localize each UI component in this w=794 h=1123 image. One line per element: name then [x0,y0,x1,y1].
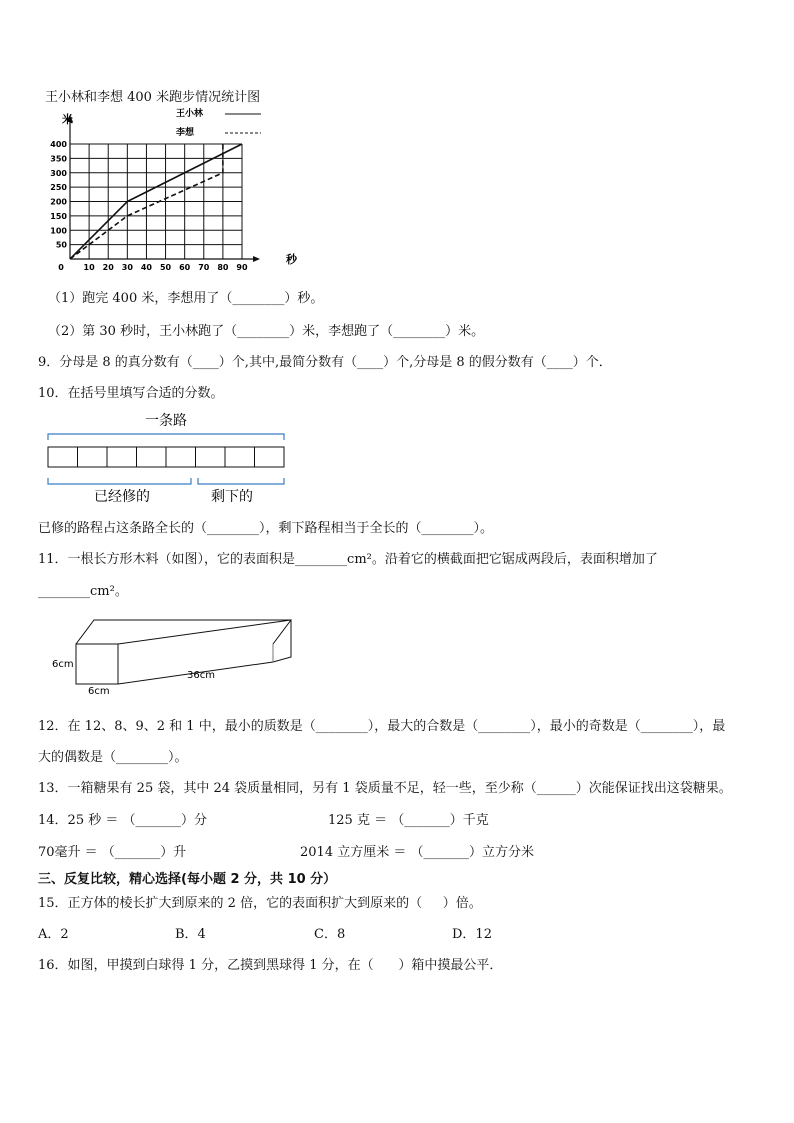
y-tick-label: 150 [50,211,67,221]
chart-title: 王小林和李想 400 米跑步情况统计图 [45,90,261,105]
chart-legend [175,107,261,138]
question-9: 9．分母是 8 的真分数有（____）个,其中,最简分数有（____）个,分母是 8 的假分数有（____）个． [38,355,612,370]
height-label: 6cm [52,659,74,670]
x-axis-arrow [253,256,260,262]
y-tick-label: 200 [50,197,67,207]
cuboid-figure [48,612,308,700]
section-3-heading: 三、反复比较，精心选择(每小题 2 分，共 10 分） [38,872,337,887]
legend-label: 王小林 [176,109,204,119]
x-axis-label: 秒 [286,253,297,266]
y-tick-label: 50 [55,240,67,250]
x-tick-label: 30 [121,263,133,272]
question-14a: 14．25 秒 ＝ （_______）分 [38,813,207,828]
question-11-line2: ________cm²。 [38,584,128,599]
road-segment [255,447,285,467]
x-tick-label: 90 [236,263,248,272]
x-tick-label: 70 [198,263,210,272]
y-tick-label: 100 [50,226,67,236]
question-13: 13．一箱糖果有 25 袋，其中 24 袋质量相同，另有 1 袋质量不足，轻一些，至少称（______）次能保证找出这袋糖果。 [38,781,732,796]
road-label: 一条路 [145,413,187,429]
top-brace [48,434,284,440]
question-11-line1: 11．一根长方形木料（如图），它的表面积是________cm²。沿着它的横截面把它锯成两段后，表面积增加了 [38,552,658,567]
question-14b: 125 克 ＝ （_______）千克 [328,813,489,828]
option-d: D．12 [452,927,492,942]
question-10-text: 已修的路程占这条路全长的（________），剩下路程相当于全长的（________）。 [38,521,494,536]
question-15: 15．正方体的棱长扩大到原来的 2 倍，它的表面积扩大到原来的（ ）倍。 [38,896,482,911]
width-label: 6cm [88,686,110,697]
done-label: 已经修的 [94,489,150,505]
road-diagram [40,408,300,508]
length-label: 36cm [187,670,215,681]
x-tick-label: 40 [140,263,153,272]
road-segment [107,447,137,467]
question-8-1: （1）跑完 400 米，李想用了（________）秒。 [48,291,324,306]
road-segments [48,447,284,467]
question-12-line2: 大的偶数是（________）。 [38,750,188,765]
x-tick-label: 20 [102,263,114,272]
road-segment [196,447,226,467]
road-segment [166,447,196,467]
road-segment [225,447,255,467]
question-16: 16．如图，甲摸到白球得 1 分，乙摸到黑球得 1 分，在（ ）箱中摸最公平． [38,958,503,973]
question-8-2: （2）第 30 秒时，王小林跑了（________）米，李想跑了（________）米。 [48,324,485,339]
road-segment [48,447,78,467]
left-label: 剩下的 [211,489,253,505]
x-tick-label: 50 [159,263,172,272]
option-c: C．8 [314,927,346,942]
option-a: A．2 [38,927,69,942]
done-brace [48,478,191,484]
legend-label: 李想 [176,128,195,138]
x-tick-label: 10 [83,263,95,272]
y-axis-label: 米 [62,113,73,126]
x-tick-label: 60 [179,263,191,272]
question-12-line1: 12．在 12、8、9、2 和 1 中，最小的质数是（________），最大的合数是（________），最小的奇数是（________），最 [38,719,726,734]
road-segment [137,447,167,467]
road-segment [78,447,108,467]
left-brace [198,478,284,484]
x-tick-label: 0 [58,263,64,272]
y-tick-label: 250 [50,183,67,193]
chart-grid [70,144,242,259]
question-14d: 2014 立方厘米 ＝ （_______）立方分米 [300,845,534,860]
y-tick-label: 400 [50,140,67,149]
y-tick-label: 350 [50,154,67,164]
y-tick-label: 300 [50,168,67,178]
option-b: B．4 [175,927,206,942]
question-14c: 70毫升 ＝ （_______）升 [38,845,187,860]
question-10: 10．在括号里填写合适的分数。 [38,386,224,401]
running-line-chart [40,105,310,275]
x-tick-label: 80 [217,263,229,272]
